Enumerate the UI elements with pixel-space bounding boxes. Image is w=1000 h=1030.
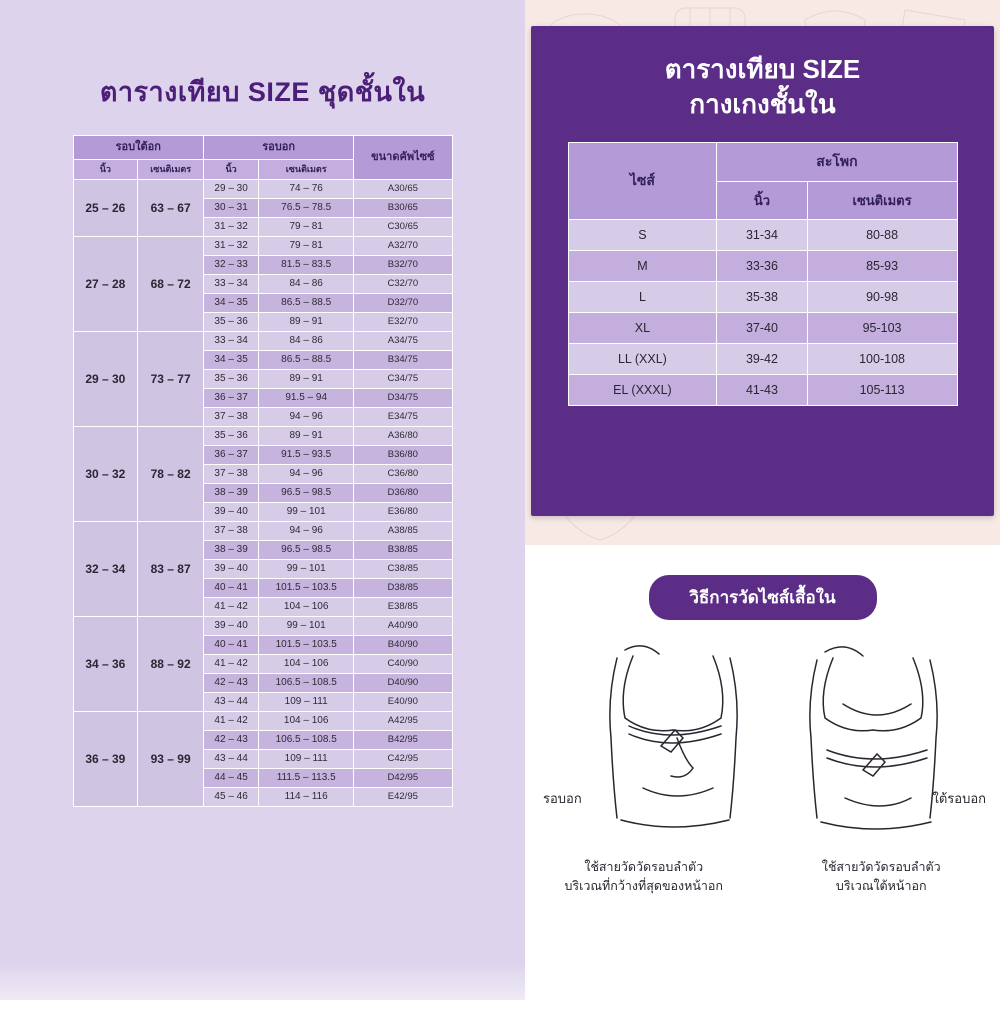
cell-cup: D42/95 xyxy=(354,768,452,787)
cell-bust-inch: 38 – 39 xyxy=(204,540,259,559)
cell-bust-cm: 86.5 – 88.5 xyxy=(259,350,354,369)
table-row xyxy=(73,521,452,540)
cell-under-bust-inch: 30 – 32 xyxy=(73,426,138,521)
cell-bust-cm: 89 – 91 xyxy=(259,312,354,331)
cell-under-bust-inch: 27 – 28 xyxy=(73,236,138,331)
cell-hip-cm: 85-93 xyxy=(807,251,957,282)
caption-right: ใช้สายวัดวัดรอบลำตัว บริเวณใต้หน้าอก xyxy=(821,860,941,894)
cell-cup: C42/95 xyxy=(354,749,452,768)
cell-cup: B40/90 xyxy=(354,635,452,654)
cell-under-bust-inch: 34 – 36 xyxy=(73,616,138,711)
cell-under-bust-inch: 36 – 39 xyxy=(73,711,138,806)
cell-bust-inch: 36 – 37 xyxy=(204,445,259,464)
cell-cup: A32/70 xyxy=(354,236,452,255)
cell-cup: B32/70 xyxy=(354,255,452,274)
cell-under-bust-cm: 63 – 67 xyxy=(138,179,204,236)
header-bust: รอบอก xyxy=(204,136,354,160)
cell-under-bust-inch: 29 – 30 xyxy=(73,331,138,426)
table-row xyxy=(568,344,957,375)
cell-bust-cm: 94 – 96 xyxy=(259,521,354,540)
cell-bust-cm: 106.5 – 108.5 xyxy=(259,673,354,692)
cell-cup: A34/75 xyxy=(354,331,452,350)
how-to-measure-section xyxy=(525,575,1000,1030)
cell-bust-cm: 101.5 – 103.5 xyxy=(259,578,354,597)
panty-size-table xyxy=(568,142,958,406)
bust-measure-illustration xyxy=(525,638,1000,843)
cell-cup: C34/75 xyxy=(354,369,452,388)
cell-bust-cm: 104 – 106 xyxy=(259,711,354,730)
cell-bust-cm: 99 – 101 xyxy=(259,616,354,635)
cell-hip-cm: 95-103 xyxy=(807,313,957,344)
cell-bust-cm: 76.5 – 78.5 xyxy=(259,198,354,217)
header-under-bust: รอบใต้อก xyxy=(73,136,204,160)
cell-cup: C36/80 xyxy=(354,464,452,483)
cell-bust-inch: 37 – 38 xyxy=(204,464,259,483)
bra-table-header-row-1 xyxy=(73,136,452,160)
header-hip-inch: นิ้ว xyxy=(717,182,807,220)
cell-bust-inch: 37 – 38 xyxy=(204,521,259,540)
panty-title-line1: ตารางเทียบ SIZE xyxy=(664,54,861,84)
cell-bust-cm: 89 – 91 xyxy=(259,369,354,388)
cell-bust-cm: 111.5 – 113.5 xyxy=(259,768,354,787)
figure-left-label: รอบอก xyxy=(543,791,582,806)
cell-under-bust-inch: 25 – 26 xyxy=(73,179,138,236)
header-bust-inch: นิ้ว xyxy=(204,160,259,180)
header-hip-cm: เซนติเมตร xyxy=(807,182,957,220)
cell-bust-cm: 96.5 – 98.5 xyxy=(259,483,354,502)
cell-bust-cm: 99 – 101 xyxy=(259,559,354,578)
cell-bust-inch: 42 – 43 xyxy=(204,673,259,692)
cell-cup: D32/70 xyxy=(354,293,452,312)
cell-bust-inch: 42 – 43 xyxy=(204,730,259,749)
cell-size: LL (XXL) xyxy=(568,344,717,375)
cell-cup: D38/85 xyxy=(354,578,452,597)
cell-cup: D36/80 xyxy=(354,483,452,502)
panty-section xyxy=(525,0,1000,545)
panty-panel-title xyxy=(531,26,994,122)
cell-cup: E34/75 xyxy=(354,407,452,426)
cell-bust-inch: 38 – 39 xyxy=(204,483,259,502)
cell-bust-cm: 84 – 86 xyxy=(259,331,354,350)
cell-cup: D34/75 xyxy=(354,388,452,407)
cell-bust-cm: 86.5 – 88.5 xyxy=(259,293,354,312)
cell-bust-inch: 41 – 42 xyxy=(204,711,259,730)
bra-table-head xyxy=(73,136,452,180)
header-bust-cm: เซนติเมตร xyxy=(259,160,354,180)
cell-cup: E38/85 xyxy=(354,597,452,616)
cell-under-bust-cm: 68 – 72 xyxy=(138,236,204,331)
header-under-inch: นิ้ว xyxy=(73,160,138,180)
cell-cup: A38/85 xyxy=(354,521,452,540)
table-row xyxy=(568,251,957,282)
cell-bust-inch: 31 – 32 xyxy=(204,217,259,236)
cell-bust-cm: 74 – 76 xyxy=(259,179,354,198)
cell-hip-inch: 35-38 xyxy=(717,282,807,313)
cell-bust-inch: 39 – 40 xyxy=(204,616,259,635)
cell-bust-cm: 94 – 96 xyxy=(259,407,354,426)
cell-bust-cm: 101.5 – 103.5 xyxy=(259,635,354,654)
cell-cup: B36/80 xyxy=(354,445,452,464)
cell-hip-inch: 39-42 xyxy=(717,344,807,375)
table-row xyxy=(568,282,957,313)
cell-bust-inch: 35 – 36 xyxy=(204,426,259,445)
cell-bust-cm: 84 – 86 xyxy=(259,274,354,293)
table-row xyxy=(73,616,452,635)
table-row xyxy=(73,179,452,198)
table-row xyxy=(73,331,452,350)
right-column xyxy=(525,0,1000,1000)
cell-bust-inch: 37 – 38 xyxy=(204,407,259,426)
figure-right-label: ใต้รอบอก xyxy=(932,791,986,806)
cell-bust-inch: 34 – 35 xyxy=(204,293,259,312)
cell-bust-inch: 33 – 34 xyxy=(204,331,259,350)
bra-panel-title: ตารางเทียบ SIZE ชุดชั้นใน xyxy=(99,77,426,107)
cell-bust-cm: 89 – 91 xyxy=(259,426,354,445)
cell-size: L xyxy=(568,282,717,313)
cell-cup: B30/65 xyxy=(354,198,452,217)
cell-bust-inch: 44 – 45 xyxy=(204,768,259,787)
cell-hip-cm: 80-88 xyxy=(807,220,957,251)
panty-table-head xyxy=(568,143,957,220)
cell-bust-inch: 32 – 33 xyxy=(204,255,259,274)
cell-cup: E36/80 xyxy=(354,502,452,521)
cell-bust-cm: 109 – 111 xyxy=(259,749,354,768)
cell-hip-cm: 90-98 xyxy=(807,282,957,313)
how-to-measure-badge: วิธีการวัดไซส์เสื้อใน xyxy=(649,575,877,620)
table-row xyxy=(73,236,452,255)
cell-cup: A36/80 xyxy=(354,426,452,445)
cell-bust-inch: 35 – 36 xyxy=(204,369,259,388)
panty-table-body xyxy=(568,220,957,406)
cell-cup: C40/90 xyxy=(354,654,452,673)
cell-bust-inch: 39 – 40 xyxy=(204,559,259,578)
cell-bust-cm: 104 – 106 xyxy=(259,597,354,616)
cell-bust-cm: 96.5 – 98.5 xyxy=(259,540,354,559)
cell-cup: E32/70 xyxy=(354,312,452,331)
cell-cup: B34/75 xyxy=(354,350,452,369)
header-under-cm: เซนติเมตร xyxy=(138,160,204,180)
header-size: ไซส์ xyxy=(568,143,717,220)
cell-hip-inch: 37-40 xyxy=(717,313,807,344)
cell-cup: C38/85 xyxy=(354,559,452,578)
panty-size-card xyxy=(531,26,994,516)
cell-bust-inch: 41 – 42 xyxy=(204,654,259,673)
cell-bust-inch: 41 – 42 xyxy=(204,597,259,616)
cell-bust-cm: 91.5 – 94 xyxy=(259,388,354,407)
cell-cup: A30/65 xyxy=(354,179,452,198)
cell-size: XL xyxy=(568,313,717,344)
cell-cup: B42/95 xyxy=(354,730,452,749)
cell-cup: E42/95 xyxy=(354,787,452,806)
cell-bust-cm: 106.5 – 108.5 xyxy=(259,730,354,749)
cell-size: S xyxy=(568,220,717,251)
cell-hip-inch: 31-34 xyxy=(717,220,807,251)
cell-bust-inch: 40 – 41 xyxy=(204,635,259,654)
cell-bust-inch: 39 – 40 xyxy=(204,502,259,521)
header-cup-size: ขนาดคัพไซซ์ xyxy=(354,136,452,180)
caption-left: ใช้สายวัดวัดรอบลำตัว บริเวณที่กว้างที่สุดของหน้าอก xyxy=(564,860,723,894)
cell-under-bust-cm: 73 – 77 xyxy=(138,331,204,426)
cell-bust-inch: 35 – 36 xyxy=(204,312,259,331)
cell-hip-cm: 100-108 xyxy=(807,344,957,375)
cell-bust-inch: 40 – 41 xyxy=(204,578,259,597)
header-hip: สะโพก xyxy=(717,143,957,182)
cell-bust-inch: 43 – 44 xyxy=(204,692,259,711)
cell-under-bust-cm: 88 – 92 xyxy=(138,616,204,711)
cell-bust-inch: 29 – 30 xyxy=(204,179,259,198)
cell-bust-cm: 109 – 111 xyxy=(259,692,354,711)
cell-cup: D40/90 xyxy=(354,673,452,692)
cell-bust-inch: 34 – 35 xyxy=(204,350,259,369)
table-row xyxy=(568,375,957,406)
table-row xyxy=(568,220,957,251)
cell-under-bust-cm: 83 – 87 xyxy=(138,521,204,616)
cell-bust-cm: 104 – 106 xyxy=(259,654,354,673)
cell-under-bust-cm: 93 – 99 xyxy=(138,711,204,806)
measure-captions xyxy=(525,858,1000,897)
cell-bust-inch: 31 – 32 xyxy=(204,236,259,255)
cell-hip-cm: 105-113 xyxy=(807,375,957,406)
cell-bust-cm: 79 – 81 xyxy=(259,236,354,255)
cell-under-bust-cm: 78 – 82 xyxy=(138,426,204,521)
cell-bust-cm: 94 – 96 xyxy=(259,464,354,483)
cell-hip-inch: 33-36 xyxy=(717,251,807,282)
table-row xyxy=(73,711,452,730)
cell-bust-inch: 36 – 37 xyxy=(204,388,259,407)
bra-size-table xyxy=(73,135,453,807)
cell-bust-cm: 99 – 101 xyxy=(259,502,354,521)
cell-cup: A40/90 xyxy=(354,616,452,635)
cell-size: EL (XXXL) xyxy=(568,375,717,406)
cell-cup: E40/90 xyxy=(354,692,452,711)
cell-bust-cm: 79 – 81 xyxy=(259,217,354,236)
cell-bust-cm: 81.5 – 83.5 xyxy=(259,255,354,274)
cell-bust-inch: 33 – 34 xyxy=(204,274,259,293)
measure-figures xyxy=(525,638,1000,848)
cell-cup: C32/70 xyxy=(354,274,452,293)
cell-size: M xyxy=(568,251,717,282)
table-row xyxy=(568,313,957,344)
cell-under-bust-inch: 32 – 34 xyxy=(73,521,138,616)
cell-bust-cm: 91.5 – 93.5 xyxy=(259,445,354,464)
cell-bust-inch: 43 – 44 xyxy=(204,749,259,768)
cell-bust-cm: 114 – 116 xyxy=(259,787,354,806)
table-row xyxy=(73,426,452,445)
fade-overlay xyxy=(0,962,525,1000)
panty-header-row-1 xyxy=(568,143,957,182)
bra-table-body xyxy=(73,179,452,806)
cell-cup: A42/95 xyxy=(354,711,452,730)
cell-cup: C30/65 xyxy=(354,217,452,236)
panty-title-line2: กางเกงชั้นใน xyxy=(689,89,836,120)
cell-hip-inch: 41-43 xyxy=(717,375,807,406)
cell-bust-inch: 45 – 46 xyxy=(204,787,259,806)
cell-bust-inch: 30 – 31 xyxy=(204,198,259,217)
cell-cup: B38/85 xyxy=(354,540,452,559)
